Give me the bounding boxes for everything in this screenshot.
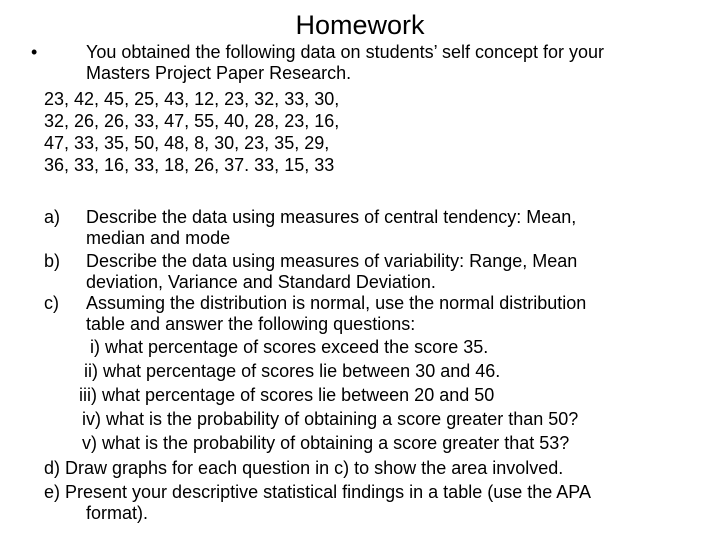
data-line-3: 47, 33, 35, 50, 48, 8, 30, 23, 35, 29, <box>44 133 330 153</box>
question-d: d) Draw graphs for each question in c) to show the area involved. <box>44 458 564 478</box>
question-a-line-2: median and mode <box>86 228 231 248</box>
data-line-2: 32, 26, 26, 33, 47, 55, 40, 28, 23, 16, <box>44 111 340 131</box>
question-c-label: c) <box>44 293 59 313</box>
page-title: Homework <box>295 10 425 40</box>
question-b-line-1: Describe the data using measures of variability: Range, Mean <box>86 251 578 271</box>
sub-question-iii: iii) what percentage of scores lie between 20 and 50 <box>79 385 495 405</box>
intro-text <box>86 42 706 84</box>
sub-question-iv: iv) what is the probability of obtaining a score greater than 50? <box>82 409 579 429</box>
sub-question-v: v) what is the probability of obtaining a score greater that 53? <box>82 433 570 453</box>
intro-text-line-1: You obtained the following data on students’ self concept for your <box>86 42 605 62</box>
data-line-4: 36, 33, 16, 33, 18, 26, 37. 33, 15, 33 <box>44 155 335 175</box>
question-e-line-1: e) Present your descriptive statistical findings in a table (use the APA <box>44 482 591 502</box>
question-b-line-2: deviation, Variance and Standard Deviation. <box>86 272 436 292</box>
question-b-text <box>86 251 706 293</box>
sub-question-ii: ii) what percentage of scores lie between 30 and 46. <box>84 361 501 381</box>
question-e <box>44 482 704 524</box>
question-a-label: a) <box>44 207 61 227</box>
data-line-1: 23, 42, 45, 25, 43, 12, 23, 32, 33, 30, <box>44 89 340 109</box>
question-c-line-1: Assuming the distribution is normal, use the normal distribution <box>86 293 587 313</box>
question-b-label: b) <box>44 251 61 271</box>
question-a-text <box>86 207 706 249</box>
question-c-line-2: table and answer the following questions: <box>86 314 416 334</box>
question-c-text <box>86 293 706 335</box>
sub-question-i: i) what percentage of scores exceed the score 35. <box>90 337 489 357</box>
data-values <box>44 88 339 176</box>
intro-text-line-2: Masters Project Paper Research. <box>86 63 352 83</box>
question-a-line-1: Describe the data using measures of central tendency: Mean, <box>86 207 577 227</box>
question-e-line-2: format). <box>86 503 149 523</box>
bullet-icon: • <box>31 42 38 62</box>
